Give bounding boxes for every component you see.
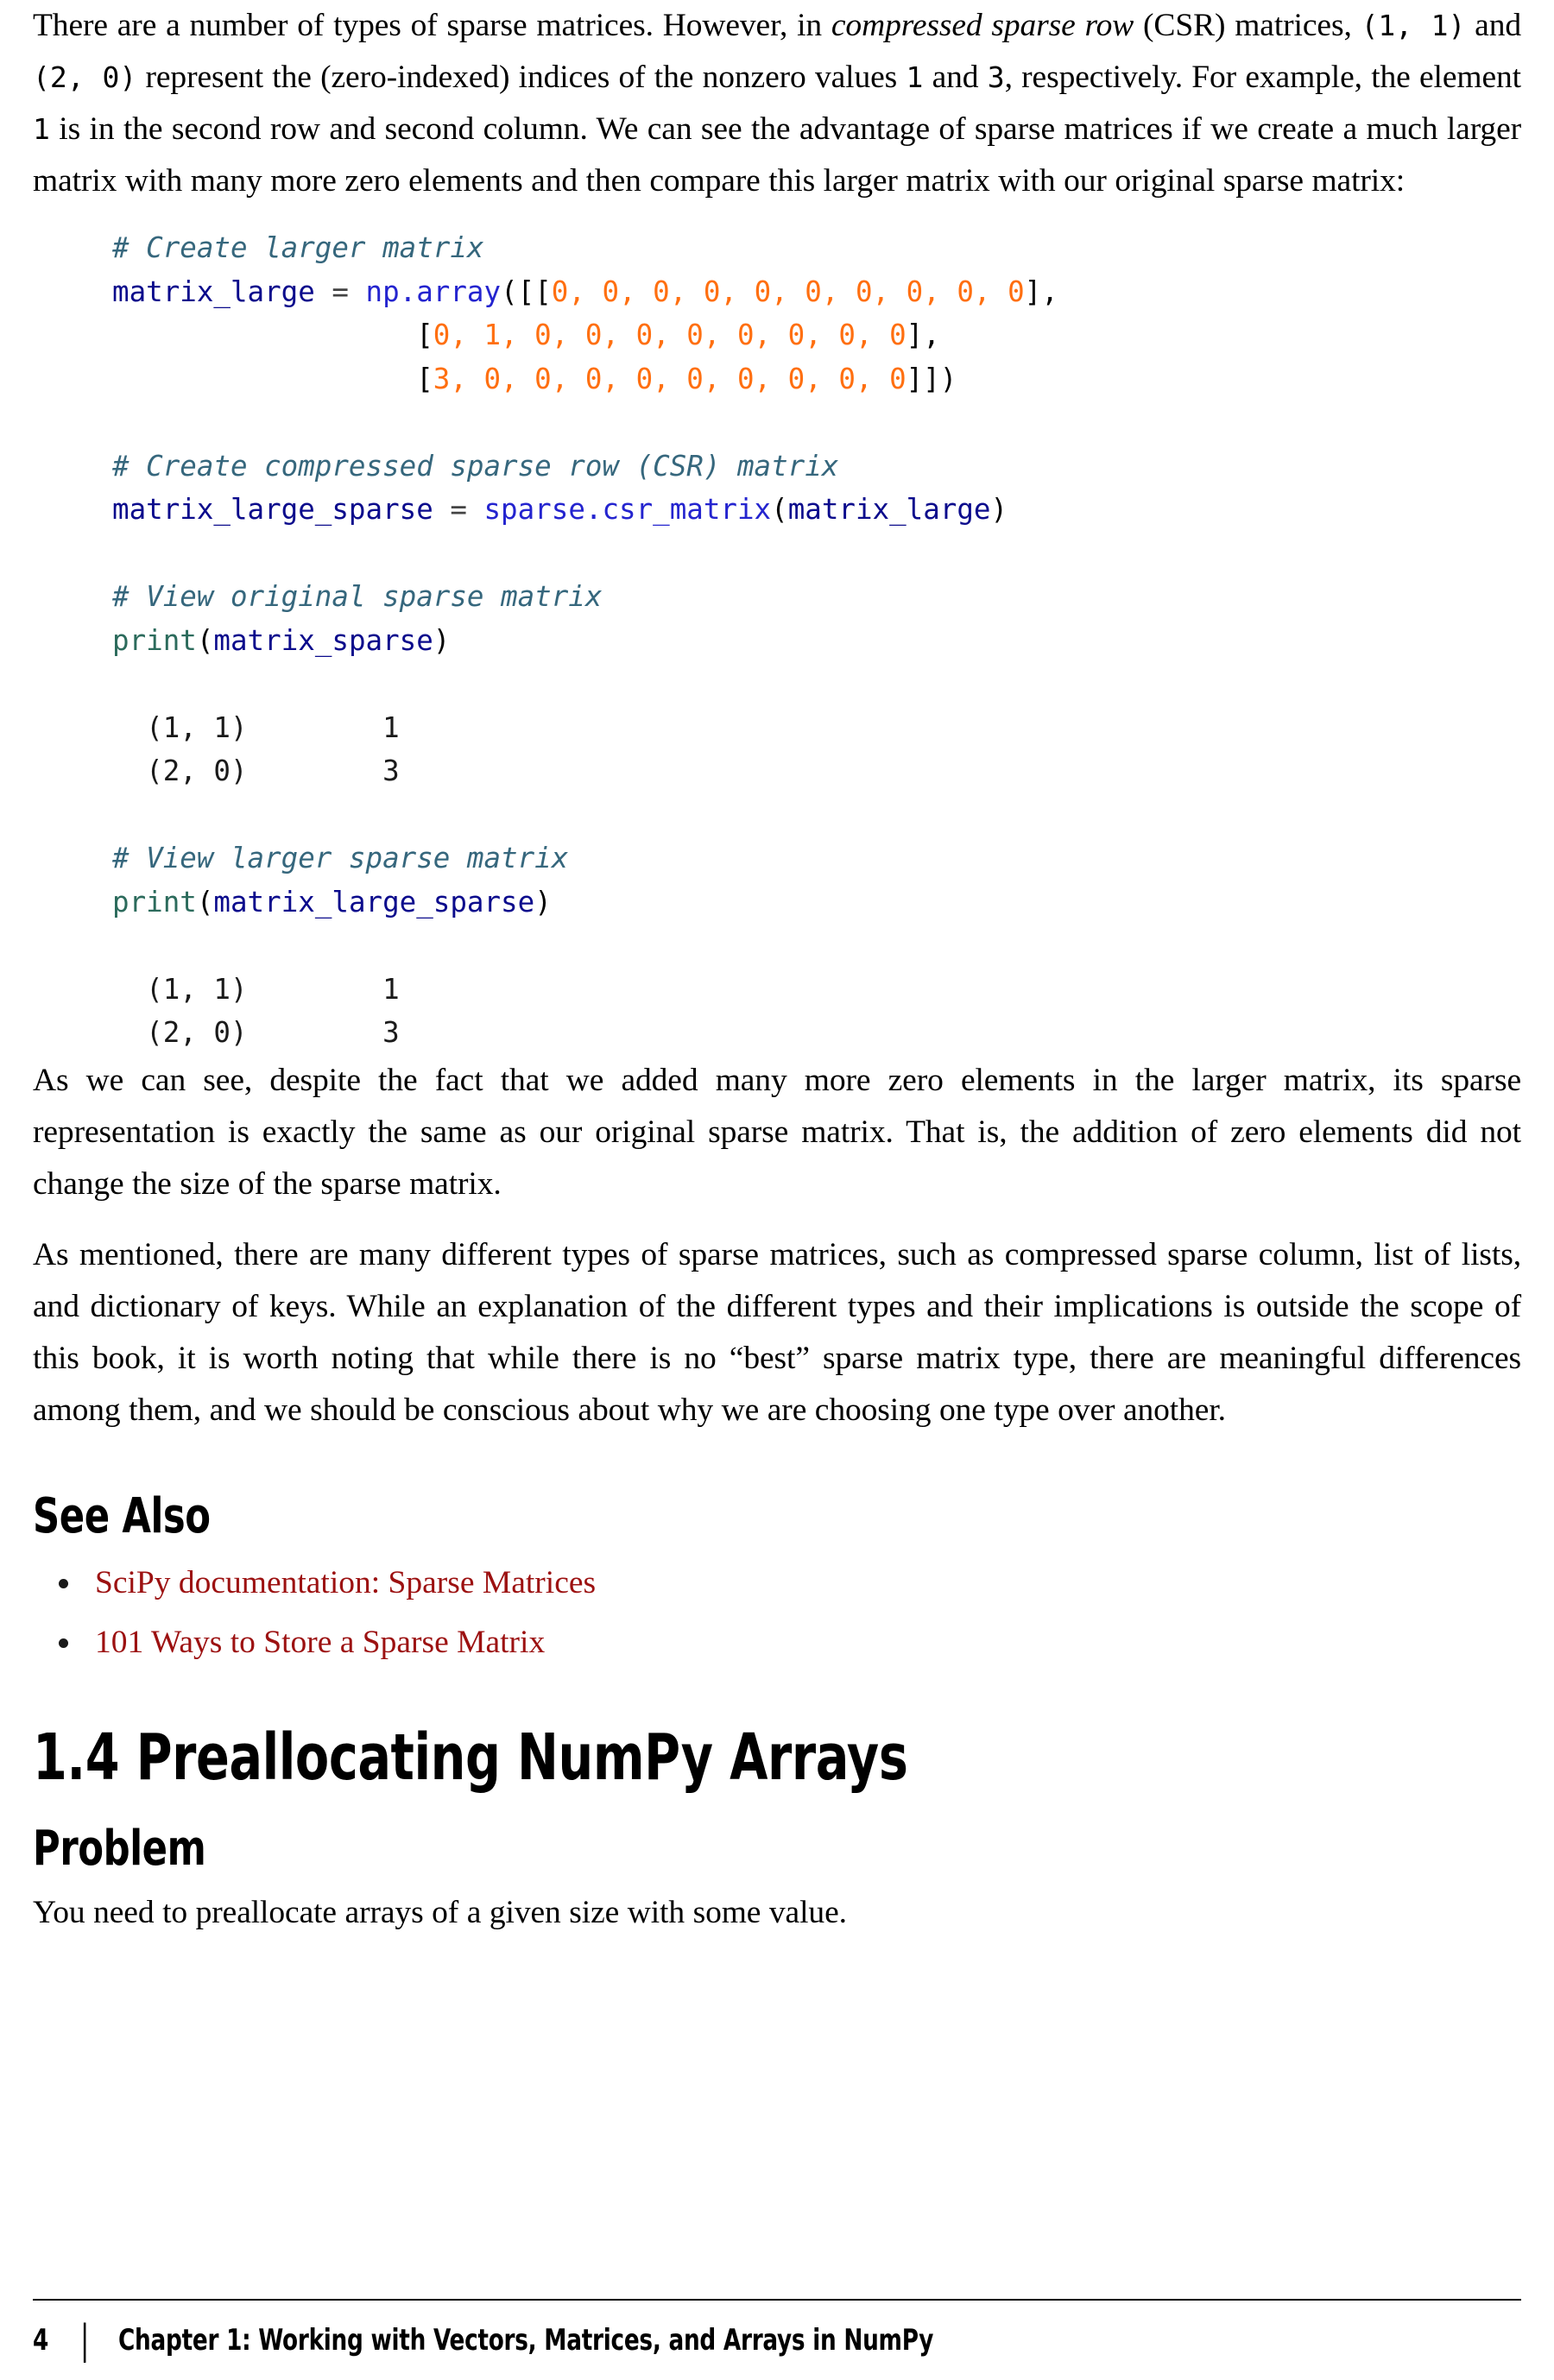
code-row-2-close: ], xyxy=(906,319,940,351)
code-row-3-indent: [ xyxy=(112,362,433,395)
para-text-f: , respectively. For example, the element xyxy=(1004,60,1521,95)
inline-code-value-3: 3 xyxy=(987,60,1005,94)
code-output-1-line-1: (1, 1) 1 xyxy=(112,710,400,744)
code-call-np-array: np.array xyxy=(365,275,502,308)
code-paren-close-4: ) xyxy=(534,885,552,919)
bullet-icon xyxy=(59,1579,68,1588)
inline-code-element-1: 1 xyxy=(33,112,50,146)
para-text-c: and xyxy=(1465,8,1522,43)
code-block xyxy=(33,226,1521,1055)
link-scipy-sparse-docs[interactable]: SciPy documentation: Sparse Matrices xyxy=(95,1564,597,1600)
code-arg-matrix-large: matrix_large xyxy=(787,493,991,526)
code-output-2-line-2: (2, 0) 3 xyxy=(112,1016,400,1049)
paragraph-as-we-can-see: As we can see, despite the fact that we added many more zero elements in the larger matrix, its sparse representation is exactly the same as our original sparse matrix. That is, the addition of zero elements did not change the size of the sparse matrix. xyxy=(33,1062,1521,1202)
code-matrix-row-2: 0, 1, 0, 0, 0, 0, 0, 0, 0, 0 xyxy=(433,319,906,351)
inline-code-value-1: 1 xyxy=(906,60,924,94)
list-item xyxy=(33,1620,1521,1665)
code-call-print-2: print xyxy=(112,885,197,919)
see-also-list xyxy=(33,1561,1521,1665)
para-text-a: There are a number of types of sparse matrices. However, in xyxy=(33,8,831,43)
page-footer xyxy=(33,2299,1521,2364)
footer-rule xyxy=(33,2299,1521,2301)
code-call-sparse-csr-matrix: sparse.csr_matrix xyxy=(483,493,772,526)
code-comment-create-csr: # Create compressed sparse row (CSR) matrix xyxy=(112,449,839,483)
code-paren-close-3: ) xyxy=(433,623,451,657)
code-output-1-line-2: (2, 0) 3 xyxy=(112,754,400,787)
code-output-2-line-1: (1, 1) 1 xyxy=(112,972,400,1006)
code-call-print-1: print xyxy=(112,623,197,657)
code-row-2-indent: [ xyxy=(112,319,433,351)
footer-chapter-title: Chapter 1: Working with Vectors, Matrices, and Arrays in NumPy xyxy=(118,2323,934,2358)
code-comment-view-larger: # View larger sparse matrix xyxy=(112,842,569,874)
emphasis-compressed-sparse-row: compressed sparse row xyxy=(831,8,1134,43)
footer-separator: | xyxy=(79,2317,89,2364)
code-arg-matrix-sparse: matrix_sparse xyxy=(213,623,433,657)
para-text-b: (CSR) matrices, xyxy=(1134,8,1361,43)
list-item xyxy=(33,1561,1521,1606)
code-paren-open-2: ( xyxy=(771,493,788,526)
code-row-3-close: ]]) xyxy=(906,362,957,395)
code-matrix-row-1: 0, 0, 0, 0, 0, 0, 0, 0, 0, 0 xyxy=(551,275,1025,308)
heading-section-1-4: 1.4 Preallocating NumPy Arrays xyxy=(33,1720,908,1795)
inline-code-index-2-0: (2, 0) xyxy=(33,60,137,94)
paragraph-as-mentioned: As mentioned, there are many different types of sparse matrices, such as compressed sparse column, list of lists, and dictionary of keys. While an explanation of the different types and their implications is outside the scope of this book, it is worth noting that while there is no “best” sparse matrix type, there are meaningful differences among them, and we should be conscious about why we are choosing one type over another. xyxy=(33,1236,1521,1428)
code-row-1-close: ], xyxy=(1024,275,1058,308)
page-number: 4 xyxy=(33,2323,49,2358)
paragraph-problem-statement: You need to preallocate arrays of a given size with some value. xyxy=(33,1894,847,1930)
footer-line xyxy=(33,2317,1521,2364)
para-text-e: and xyxy=(923,60,988,95)
code-comment-view-original: # View original sparse matrix xyxy=(112,580,603,613)
heading-see-also: See Also xyxy=(33,1487,211,1544)
code-paren-open-4: ( xyxy=(196,885,214,919)
paragraph-intro xyxy=(33,0,1521,207)
code-paren-open-3: ( xyxy=(196,623,214,657)
code-open-brackets-1: ([[ xyxy=(501,275,552,308)
code-var-matrix-large-sparse: matrix_large_sparse xyxy=(112,493,433,526)
para-text-g: is in the second row and second column. We can see the advantage of sparse matrices if we create a much larger matrix with many more zero elements and then compare this larger matrix with our original sparse matrix: xyxy=(33,111,1521,199)
link-101-ways-sparse-matrix[interactable]: 101 Ways to Store a Sparse Matrix xyxy=(95,1624,546,1660)
code-assign-op-1: = xyxy=(314,275,366,308)
code-paren-close-2: ) xyxy=(990,493,1008,526)
para-text-d: represent the (zero-indexed) indices of the nonzero values xyxy=(136,60,906,95)
bullet-icon xyxy=(59,1638,68,1648)
code-comment-create-larger-matrix: # Create larger matrix xyxy=(112,231,484,264)
code-matrix-row-3: 3, 0, 0, 0, 0, 0, 0, 0, 0, 0 xyxy=(433,362,906,395)
code-assign-op-2: = xyxy=(433,493,484,526)
code-arg-matrix-large-sparse: matrix_large_sparse xyxy=(213,885,535,919)
code-var-matrix-large: matrix_large xyxy=(112,275,315,308)
inline-code-index-1-1: (1, 1) xyxy=(1361,9,1466,42)
heading-problem: Problem xyxy=(33,1820,206,1877)
